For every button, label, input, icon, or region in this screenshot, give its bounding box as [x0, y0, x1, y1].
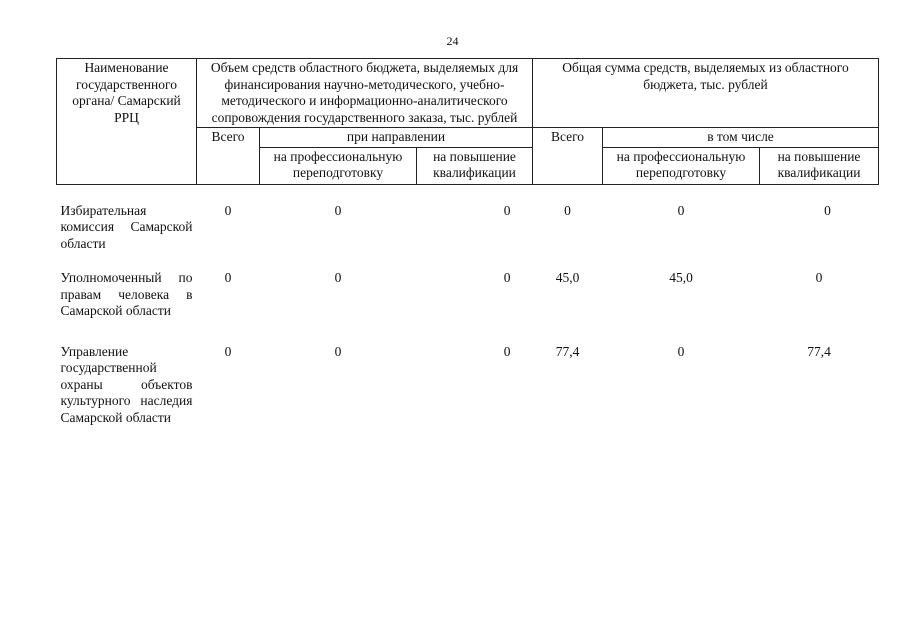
header-by-direction: при направлении	[260, 128, 533, 148]
row-retraining-2: 0	[677, 202, 685, 218]
header-organization-name: Наименование государственного органа/ Самарский РРЦ	[57, 59, 197, 185]
row-retraining-1: 0	[334, 343, 342, 359]
row-retraining-1: 0	[334, 202, 342, 218]
row-total-1: 0	[224, 270, 232, 285]
table-row	[57, 344, 879, 427]
row-qualification-2: 0	[815, 270, 823, 285]
row-organization-name: Уполномоченный по правам человека в Самарской области	[60, 270, 193, 318]
row-qualification-1: 0	[503, 270, 511, 285]
table-header	[57, 59, 879, 185]
header-total-budget: Общая сумма средств, выделяемых из областного бюджета, тыс. рублей	[533, 59, 879, 128]
row-total-2: 77,4	[555, 343, 580, 359]
header-retraining-2: на профессиональную переподготовку	[603, 147, 760, 184]
row-qualification-1: 0	[503, 202, 511, 218]
header-methodical-budget: Объем средств областного бюджета, выделяемых для финансирования научно-методического, учебно-методического и информационно-аналитического сопровождения государственного заказа, тыс. рублей	[197, 59, 533, 128]
row-total-2: 0	[564, 202, 571, 218]
row-organization-name: Избирательная комиссия Самарской области	[60, 202, 193, 251]
row-total-1: 0	[224, 343, 232, 359]
row-qualification-2: 77,4	[807, 343, 831, 359]
row-qualification-2: 0	[824, 202, 831, 218]
header-total-2: Всего	[533, 128, 603, 185]
header-including: в том числе	[603, 128, 879, 148]
page-number: 24	[446, 34, 459, 48]
budget-table	[56, 58, 879, 426]
row-total-2: 45,0	[555, 270, 580, 285]
row-retraining-2: 0	[677, 343, 685, 359]
header-total-1: Всего	[197, 128, 260, 185]
header-qualification-1: на повышение квалификации	[417, 147, 533, 184]
row-qualification-1: 0	[503, 343, 511, 359]
row-total-1: 0	[224, 202, 232, 218]
table-row	[57, 270, 879, 320]
table-body	[57, 184, 879, 426]
row-retraining-1: 0	[334, 270, 342, 285]
header-qualification-2: на повышение квалификации	[760, 147, 879, 184]
row-organization-name: Управление государственной охраны объектов культурного наследия Самарской области	[60, 343, 193, 425]
header-retraining-1: на профессиональную переподготовку	[260, 147, 417, 184]
row-retraining-2: 45,0	[669, 270, 693, 285]
table-row	[57, 203, 879, 253]
